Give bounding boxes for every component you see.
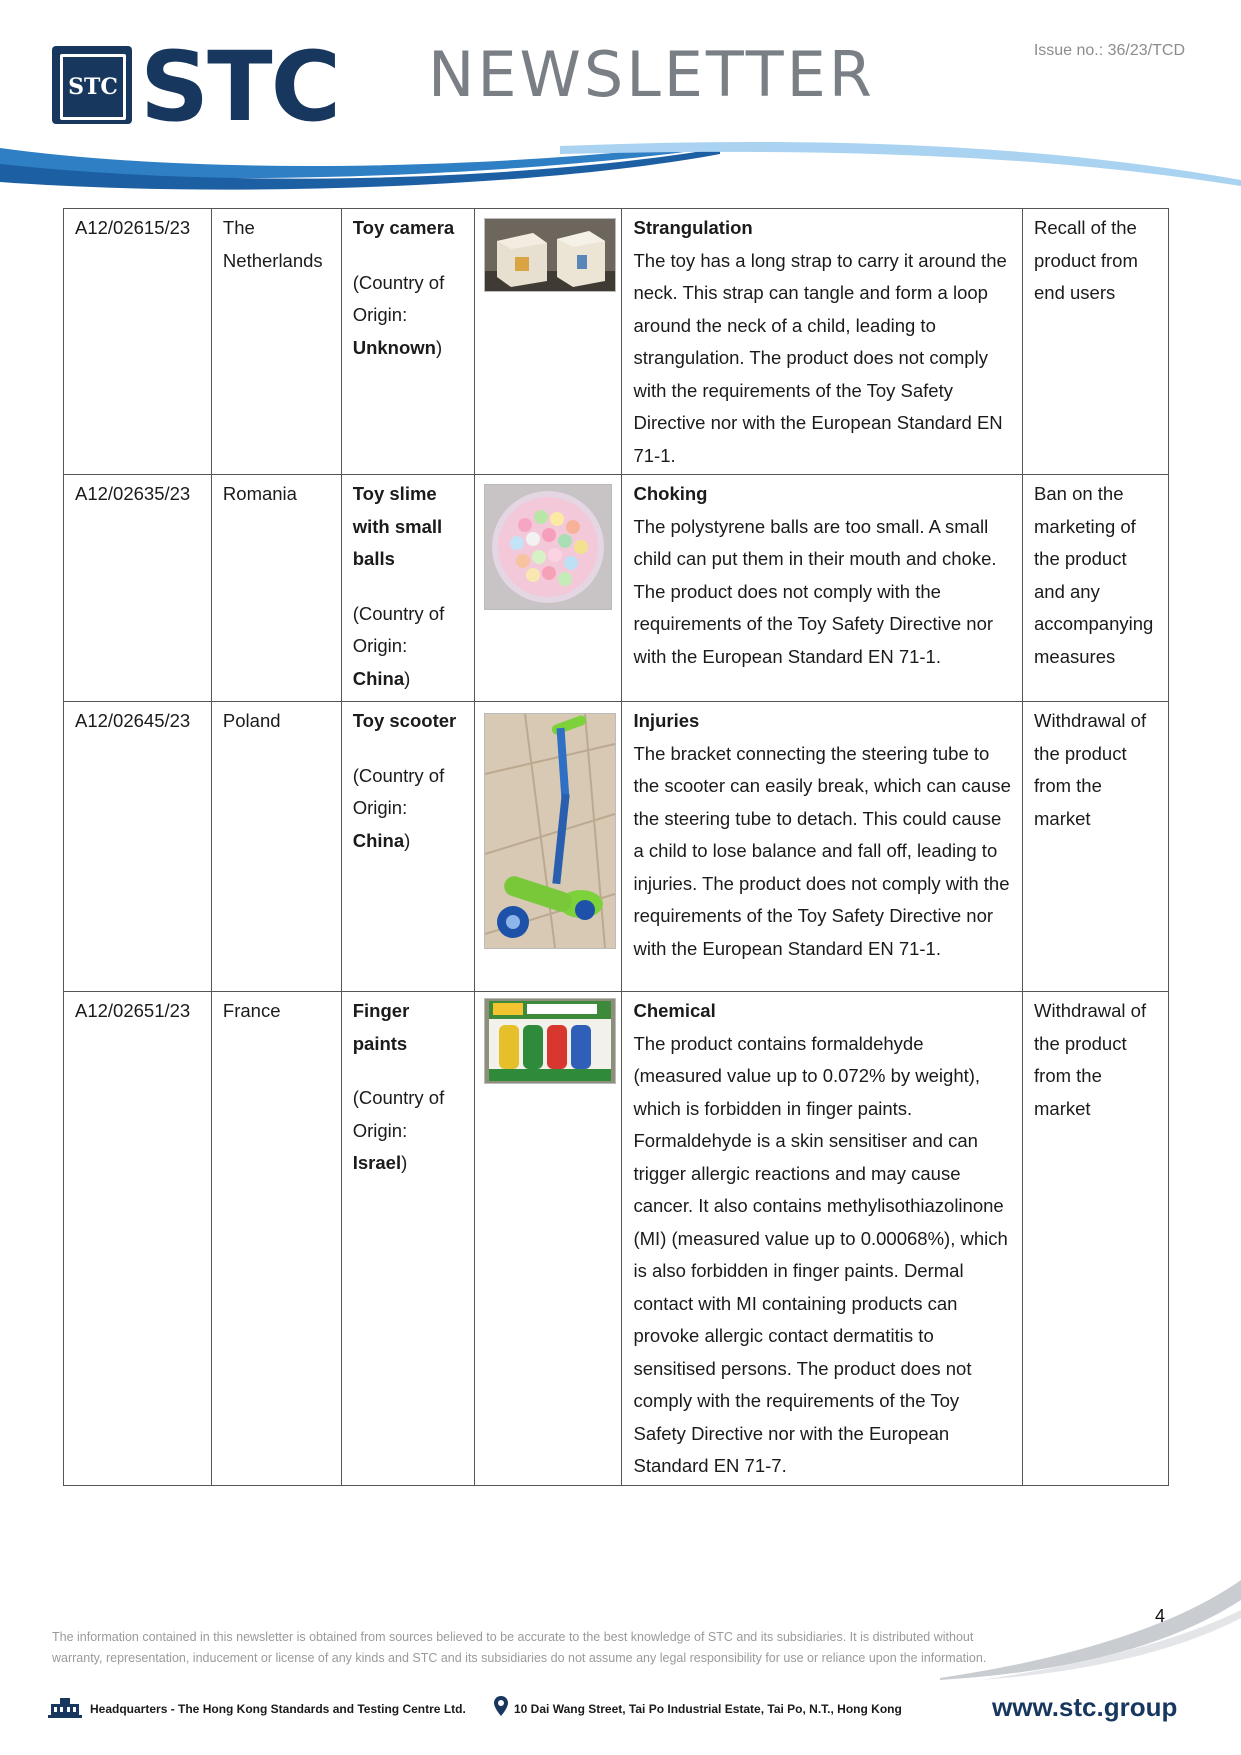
stc-logo-text: STC	[140, 31, 340, 143]
risk-description: The product contains formaldehyde (measured value up to 0.072% by weight), which is forbidden in finger paints. Formaldehyde is a skin sensitiser and can trigger allergic reactions and may cause cancer. It also contains methylisothiazolinone (MI) (measured value up to 0.00068%), which is also forbidden in finger paints. Dermal contact with MI containing products can provoke allergic contact dermatitis to sensitised persons. The product does not comply with the requirements of the Toy Safety Directive nor with the European Standard EN 71-7.	[633, 1032, 1008, 1476]
country-of-origin	[353, 760, 464, 858]
table-row	[64, 209, 1169, 475]
risk-type: Chemical	[633, 1000, 716, 1021]
country-of-origin	[353, 598, 464, 696]
toy-camera-boxes-photo	[484, 218, 616, 292]
measures-taken: Withdrawal of the product from the market	[1023, 992, 1169, 1486]
stc-logo-mark-text: STC	[60, 54, 126, 120]
notifying-country: France	[211, 992, 341, 1486]
origin-suffix: )	[435, 336, 443, 358]
stc-logo-mark	[52, 46, 132, 124]
notification-id: A12/02645/23	[64, 702, 212, 992]
product-image-cell	[474, 992, 622, 1486]
product-cell	[341, 702, 474, 992]
finger-paints-photo	[484, 998, 616, 1084]
risk-type: Injuries	[633, 710, 700, 731]
notifying-country: Romania	[211, 475, 341, 702]
notification-id: A12/02651/23	[64, 992, 212, 1486]
table-row	[64, 475, 1169, 702]
notifying-country: Poland	[211, 702, 341, 992]
address-text: 10 Dai Wang Street, Tai Po Industrial Estate, Tai Po, N.T., Hong Kong	[514, 1702, 902, 1716]
notification-id: A12/02635/23	[64, 475, 212, 702]
product-name: Toy scooter	[352, 710, 457, 731]
product-cell	[341, 209, 474, 475]
product-image-cell	[474, 702, 622, 992]
location-pin-icon	[494, 1696, 508, 1716]
header-swoosh	[0, 140, 1241, 200]
product-name: Finger paints	[352, 1000, 410, 1054]
origin-country: China	[352, 829, 405, 851]
risk-description: The polystyrene balls are too small. A small child can put them in their mouth and choke. The product does not comply with the requirements of the Toy Safety Directive nor with the European Standard EN 71-1.	[633, 515, 997, 667]
disclaimer: The information contained in this newsletter is obtained from sources believed to be accurate to the best knowledge of STC and its subsidiaries. It is distributed without warranty, representation, inducement or license of any kinds and STC and its subsidiaries do not assume any legal responsibility for use or reliance upon the information.	[52, 1630, 987, 1665]
description-cell	[622, 992, 1023, 1486]
product-cell	[341, 992, 474, 1486]
footer-contact-bar	[48, 1694, 1198, 1724]
country-of-origin	[353, 267, 464, 365]
product-name: Toy slime with small balls	[352, 483, 443, 569]
origin-country: Unknown	[352, 336, 436, 358]
origin-prefix: (Country of Origin:	[352, 764, 445, 818]
origin-suffix: )	[404, 829, 411, 851]
product-image-cell	[474, 209, 622, 475]
origin-prefix: (Country of Origin:	[352, 271, 445, 325]
notification-id: A12/02615/23	[64, 209, 212, 475]
origin-prefix: (Country of Origin:	[352, 602, 445, 656]
measures-taken: Ban on the marketing of the product and any accompanying measures	[1023, 475, 1169, 702]
product-cell	[341, 475, 474, 702]
recall-table	[63, 208, 1169, 1486]
stc-logo	[52, 31, 352, 143]
description-cell	[622, 209, 1023, 475]
table-row	[64, 702, 1169, 992]
product-image-cell	[474, 475, 622, 702]
risk-description: The bracket connecting the steering tube to the scooter can easily break, which can cause the steering tube to detach. This could cause a child to lose balance and fall off, leading to injuries. The product does not comply with the requirements of the Toy Safety Directive nor with the European Standard EN 71-1.	[633, 742, 1011, 959]
country-of-origin	[353, 1082, 464, 1180]
table-row	[64, 992, 1169, 1486]
origin-prefix: (Country of Origin:	[352, 1087, 445, 1141]
newsletter-title: NEWSLETTER	[428, 38, 875, 111]
risk-description: The toy has a long strap to carry it around the neck. This strap can tangle and form a loop around the neck of a child, leading to strangulation. The product does not comply with the requirements of the Toy Safety Directive nor with the European Standard EN 71-1.	[633, 249, 1007, 466]
building-icon	[48, 1696, 82, 1718]
risk-type: Strangulation	[633, 217, 753, 238]
slime-balls-photo	[484, 484, 612, 610]
origin-country: China	[352, 667, 405, 689]
toy-scooter-photo	[484, 713, 616, 949]
issue-number: Issue no.: 36/23/TCD	[1033, 42, 1185, 59]
origin-country: Israel	[352, 1152, 402, 1173]
headquarters-text: Headquarters - The Hong Kong Standards and Testing Centre Ltd.	[90, 1702, 466, 1716]
measures-taken: Withdrawal of the product from the market	[1023, 702, 1169, 992]
risk-type: Choking	[633, 483, 708, 504]
description-cell	[622, 475, 1023, 702]
product-name: Toy camera	[352, 217, 455, 238]
website-link[interactable]: www.stc.group	[992, 1692, 1178, 1722]
page-number: 4	[1155, 1606, 1166, 1626]
measures-taken: Recall of the product from end users	[1023, 209, 1169, 475]
origin-suffix: )	[401, 1152, 408, 1173]
notifying-country: The Netherlands	[211, 209, 341, 475]
origin-suffix: )	[404, 667, 411, 689]
description-cell	[622, 702, 1023, 992]
